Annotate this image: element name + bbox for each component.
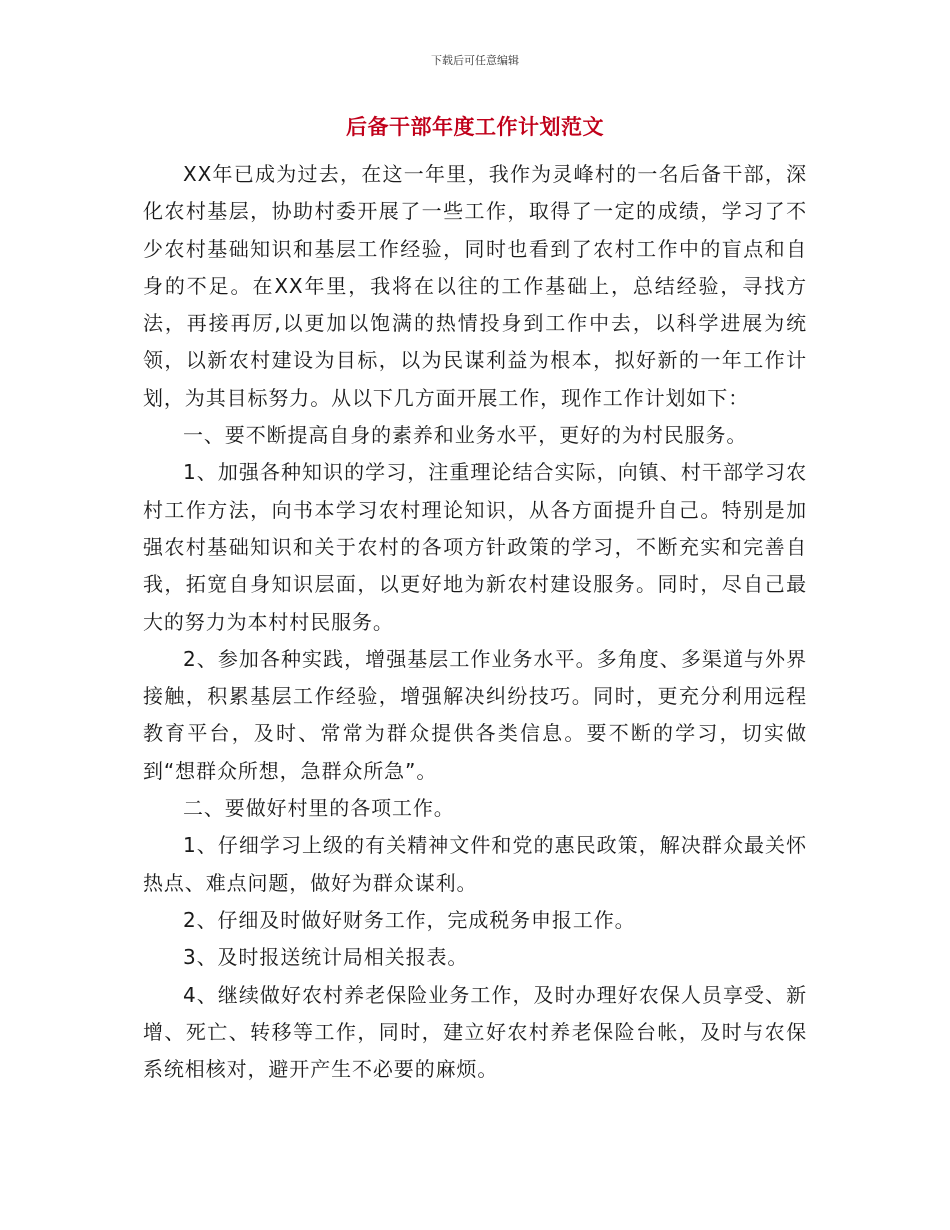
document-title: 后备干部年度工作计划范文 (346, 115, 604, 139)
paragraph-section-2-heading: 二、要做好村里的各项工作。 (183, 796, 455, 821)
document-body (143, 156, 807, 1088)
header-note: 下载后可任意编辑 (431, 54, 519, 67)
paragraph-section-2-item-3: 3、及时报送统计局相关报表。 (183, 945, 469, 970)
paragraph-section-2-item-2: 2、仔细及时做好财务工作，完成税务申报工作。 (183, 907, 636, 932)
paragraph-section-1-item-1: 1、加强各种知识的学习，注重理论结合实际，向镇、村干部学习农村工作方法，向书本学习农村理论知识，从各方面提升自己。特别是加强农村基础知识和关于农村的各项方针政策的学习，不断充实和完善自我，拓宽自身知识层面，以更好地为新农村建设服务。同时，尽自己最大的努力为本村村民服务。 (143, 460, 807, 634)
paragraph-section-1-item-2: 2、参加各种实践，增强基层工作业务水平。多角度、多渠道与外界接触，积累基层工作经验，增强解决纠纷技巧。同时，更充分利用远程教育平台，及时、常常为群众提供各类信息。要不断的学习，切实做到“想群众所想，急群众所急”。 (143, 646, 807, 783)
paragraph-section-2-item-4: 4、继续做好农村养老保险业务工作，及时办理好农保人员享受、新增、死亡、转移等工作，同时，建立好农村养老保险台帐，及时与农保系统相核对，避开产生不必要的麻烦。 (143, 982, 807, 1082)
paragraph-intro: XX年已成为过去，在这一年里，我作为灵峰村的一名后备干部，深化农村基层，协助村委开展了一些工作，取得了一定的成绩，学习了不少农村基础知识和基层工作经验，同时也看到了农村工作中的盲点和自身的不足。在XX年里，我将在以往的工作基础上，总结经验，寻找方法，再接再厉,以更加以饱满的热情投身到工作中去，以科学进展为统领，以新农村建设为目标，以为民谋利益为根本，拟好新的一年工作计划，为其目标努力。从以下几方面开展工作，现作工作计划如下： (143, 162, 807, 410)
paragraph-section-2-item-1: 1、仔细学习上级的有关精神文件和党的惠民政策，解决群众最关怀热点、难点问题，做好为群众谋利。 (143, 833, 807, 895)
paragraph-section-1-heading: 一、要不断提高自身的素养和业务水平，更好的为村民服务。 (183, 423, 748, 448)
